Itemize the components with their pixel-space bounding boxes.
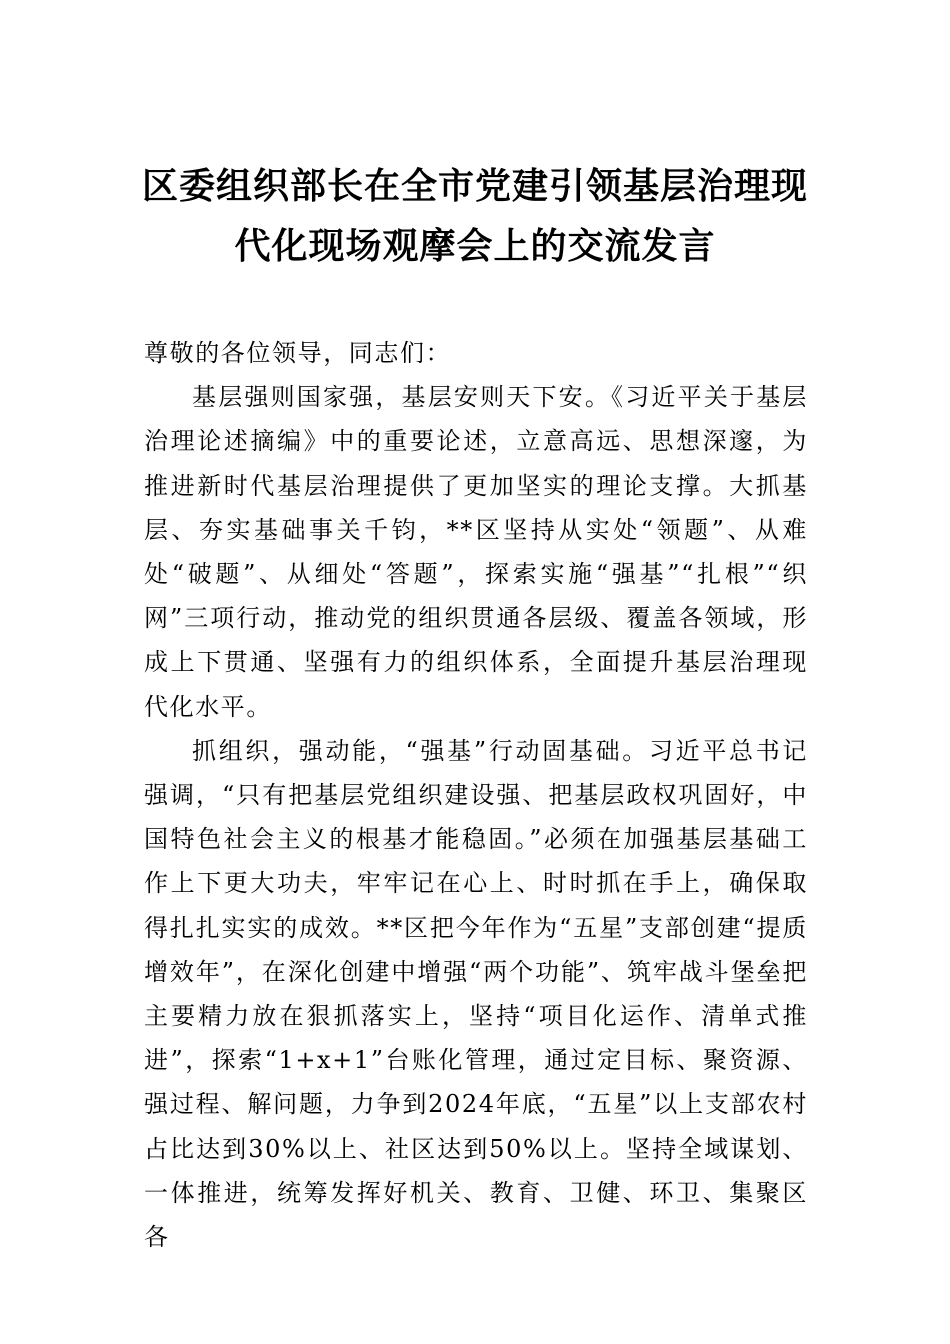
title-line-2: 代化现场观摩会上的交流发言 xyxy=(234,225,716,267)
document-title xyxy=(120,156,830,276)
paragraph-intro: 基层强则国家强，基层安则天下安。《习近平关于基层治理论述摘编》中的重要论述，立意高远、思想深邃，为推进新时代基层治理提供了更加坚实的理论支撑。大抓基层、夯实基础事关千钧，**区坚持从实处“领题”、从难处“破题”、从细处“答题”，探索实施“强基”“扎根”“织网”三项行动，推动党的组织贯通各层级、覆盖各领域，形成上下贯通、坚强有力的组织体系，全面提升基层治理现代化水平。 xyxy=(144,383,808,721)
document-body xyxy=(144,331,808,1259)
paragraph-strengthen-foundation: 抓组织，强动能，“强基”行动固基础。习近平总书记强调，“只有把基层党组织建设强、把基层政权巩固好，中国特色社会主义的根基才能稳固。”必须在加强基层基础工作上下更大功夫，牢牢记在心上、时时抓在手上，确保取得扎扎实实的成效。**区把今年作为“五星”支部创建“提质增效年”，在深化创建中增强“两个功能”、筑牢战斗堡垒把主要精力放在狠抓落实上，坚持“项目化运作、清单式推进”，探索“1+x+1”台账化管理，通过定目标、聚资源、强过程、解问题，力争到2024年底，“五星”以上支部农村占比达到30%以上、社区达到50%以上。坚持全域谋划、一体推进，统筹发挥好机关、教育、卫健、环卫、集聚区各 xyxy=(144,736,808,1252)
salutation: 尊敬的各位领导，同志们： xyxy=(144,339,452,367)
title-line-1: 区委组织部长在全市党建引领基层治理现 xyxy=(141,165,808,207)
